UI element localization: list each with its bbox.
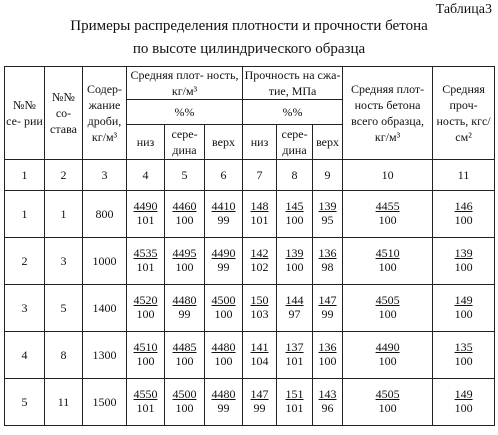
cell-s-middle [277,238,313,285]
value: 4485 [172,340,197,355]
cell-s-middle [277,191,313,238]
value: 136 [318,340,337,355]
cell-d-top [205,285,243,332]
percent: 99 [321,307,334,322]
value: 144 [285,293,304,308]
header-density-bottom: низ [127,125,165,160]
value-with-percent [376,294,400,322]
percent: 99 [217,260,230,275]
header-density-top: верх [205,125,243,160]
cell-shot: 1500 [83,379,127,426]
value: 148 [250,199,269,214]
header-avg-strength: Средняя проч- ность, кгс/см² [433,67,495,160]
value-with-percent [319,200,337,228]
value-with-percent [134,247,158,275]
cell-s-bottom [243,238,277,285]
cell-series: 2 [5,238,45,285]
table-row [5,285,495,332]
value-with-percent [319,341,337,369]
value: 135 [454,340,473,355]
percent: 100 [378,260,397,275]
percent: 100 [214,307,233,322]
value-with-percent [455,341,473,369]
value: 147 [318,293,337,308]
percent: 100 [285,213,304,228]
table-row [5,191,495,238]
table-row [5,238,495,285]
percent: 101 [136,260,155,275]
value-with-percent [286,200,304,228]
value-with-percent [319,247,337,275]
column-number: 1 [5,160,45,191]
percent: 100 [214,354,233,369]
percent: 97 [288,307,301,322]
value: 4505 [375,387,400,402]
cell-avg-density [343,191,433,238]
value: 145 [285,199,304,214]
cell-avg-strength [433,379,495,426]
cell-s-top [313,191,343,238]
cell-series: 4 [5,332,45,379]
percent: 100 [175,354,194,369]
cell-d-top [205,238,243,285]
value-with-percent [251,247,269,275]
cell-s-top [313,379,343,426]
value-with-percent [286,388,304,416]
column-number: 5 [165,160,205,191]
percent: 99 [178,307,191,322]
cell-avg-strength [433,191,495,238]
value: 4510 [375,246,400,261]
cell-composition: 8 [45,332,83,379]
cell-d-bottom [127,285,165,332]
column-number: 3 [83,160,127,191]
percent: 99 [253,401,266,416]
percent: 100 [454,401,473,416]
value: 4480 [211,340,236,355]
percent: 100 [454,213,473,228]
cell-shot: 1000 [83,238,127,285]
header-composition: №№ со- става [45,67,83,160]
cell-d-middle [165,191,205,238]
percent: 98 [321,260,334,275]
value: 147 [250,387,269,402]
cell-d-middle [165,238,205,285]
data-rows [5,191,495,426]
value-with-percent [134,200,158,228]
percent: 100 [378,213,397,228]
cell-composition: 5 [45,285,83,332]
value: 4495 [172,246,197,261]
value-with-percent [455,200,473,228]
header-strength-percent: %% [243,100,343,125]
percent: 102 [250,260,269,275]
cell-s-middle [277,332,313,379]
table-label: Таблица3 [435,2,492,17]
value-with-percent [286,294,304,322]
cell-d-top [205,191,243,238]
header-strength-top: верх [313,125,343,160]
value-with-percent [251,200,269,228]
value: 4480 [172,293,197,308]
cell-d-bottom [127,332,165,379]
value: 4505 [375,293,400,308]
value: 139 [285,246,304,261]
percent: 100 [136,354,155,369]
value-with-percent [212,200,236,228]
column-number: 6 [205,160,243,191]
value-with-percent [319,388,337,416]
value: 4500 [211,293,236,308]
header-avg-density: Средняя плот- ность бетона всего образца, кг/м³ [343,67,433,160]
value-with-percent [376,341,400,369]
table-row [5,332,495,379]
value: 4550 [133,387,158,402]
header-strength-middle: сере- дина [277,125,313,160]
cell-avg-density [343,285,433,332]
value-with-percent [173,341,197,369]
cell-shot: 1400 [83,285,127,332]
cell-s-bottom [243,191,277,238]
value: 137 [285,340,304,355]
value: 4510 [133,340,158,355]
cell-d-bottom [127,238,165,285]
header-row-1 [5,67,495,100]
header-density-group: Средняя плот- ность, кг/м³ [127,67,243,100]
value-with-percent [455,247,473,275]
value-with-percent [376,200,400,228]
value: 4455 [375,199,400,214]
header-series: №№ се- рии [5,67,45,160]
column-number: 11 [433,160,495,191]
value: 4520 [133,293,158,308]
value-with-percent [286,341,304,369]
value: 146 [454,199,473,214]
percent: 100 [454,307,473,322]
percent: 100 [318,354,337,369]
cell-s-top [313,285,343,332]
percent: 101 [136,213,155,228]
cell-series: 1 [5,191,45,238]
cell-s-middle [277,379,313,426]
percent: 103 [250,307,269,322]
value-with-percent [251,294,269,322]
cell-s-bottom [243,379,277,426]
column-number: 10 [343,160,433,191]
value-with-percent [319,294,337,322]
cell-s-bottom [243,332,277,379]
cell-d-middle [165,285,205,332]
header-density-percent: %% [127,100,243,125]
value-with-percent [173,294,197,322]
value-with-percent [134,341,158,369]
percent: 100 [175,401,194,416]
cell-shot: 800 [83,191,127,238]
value: 4490 [211,246,236,261]
cell-s-bottom [243,285,277,332]
cell-series: 3 [5,285,45,332]
cell-avg-density [343,332,433,379]
value: 139 [318,199,337,214]
value: 4490 [133,199,158,214]
percent: 101 [285,401,304,416]
percent: 101 [250,213,269,228]
percent: 100 [378,401,397,416]
value: 143 [318,387,337,402]
cell-composition: 3 [45,238,83,285]
cell-series: 5 [5,379,45,426]
percent: 100 [454,260,473,275]
percent: 101 [136,401,155,416]
value-with-percent [212,388,236,416]
cell-composition: 1 [45,191,83,238]
column-number: 4 [127,160,165,191]
column-number: 2 [45,160,83,191]
value-with-percent [455,294,473,322]
percent: 100 [136,307,155,322]
percent: 95 [321,213,334,228]
value-with-percent [376,388,400,416]
header-strength-bottom: низ [243,125,277,160]
cell-d-middle [165,332,205,379]
value: 139 [454,246,473,261]
value: 136 [318,246,337,261]
value: 4410 [211,199,236,214]
percent: 100 [285,260,304,275]
value-with-percent [251,388,269,416]
cell-d-top [205,332,243,379]
table-row [5,379,495,426]
percent: 101 [285,354,304,369]
header-shot-content: Содер- жание дроби, кг/м³ [83,67,127,160]
percent: 96 [321,401,334,416]
cell-avg-strength [433,238,495,285]
value-with-percent [455,388,473,416]
cell-d-top [205,379,243,426]
column-number: 7 [243,160,277,191]
cell-shot: 1300 [83,332,127,379]
cell-d-bottom [127,191,165,238]
percent: 100 [378,307,397,322]
cell-avg-density [343,238,433,285]
data-table [4,66,495,426]
value: 4460 [172,199,197,214]
header-density-middle: сере- дина [165,125,205,160]
value-with-percent [286,247,304,275]
value-with-percent [173,388,197,416]
cell-avg-strength [433,285,495,332]
value-with-percent [134,294,158,322]
table-title-line2: по высоте цилиндрического образца [132,41,366,57]
value: 150 [250,293,269,308]
percent: 100 [175,260,194,275]
cell-avg-strength [433,332,495,379]
value-with-percent [134,388,158,416]
cell-s-top [313,332,343,379]
value: 4500 [172,387,197,402]
cell-d-bottom [127,379,165,426]
column-number-row [5,160,495,191]
percent: 104 [250,354,269,369]
column-number: 9 [313,160,343,191]
value: 141 [250,340,269,355]
value: 149 [454,293,473,308]
value: 149 [454,387,473,402]
value-with-percent [173,247,197,275]
percent: 100 [378,354,397,369]
percent: 99 [217,401,230,416]
cell-avg-density [343,379,433,426]
value-with-percent [212,294,236,322]
header-strength-group: Прочность на сжа- тие, МПа [243,67,343,100]
value-with-percent [376,247,400,275]
value-with-percent [212,341,236,369]
value: 151 [285,387,304,402]
value-with-percent [251,341,269,369]
percent: 99 [217,213,230,228]
column-number: 8 [277,160,313,191]
value-with-percent [212,247,236,275]
value: 4480 [211,387,236,402]
value: 4535 [133,246,158,261]
cell-d-middle [165,379,205,426]
cell-s-top [313,238,343,285]
cell-composition: 11 [45,379,83,426]
percent: 100 [454,354,473,369]
value: 142 [250,246,269,261]
table-title-line1: Примеры распределения плотности и прочности бетона [70,18,428,34]
cell-s-middle [277,285,313,332]
percent: 100 [175,213,194,228]
value-with-percent [173,200,197,228]
value: 4490 [375,340,400,355]
